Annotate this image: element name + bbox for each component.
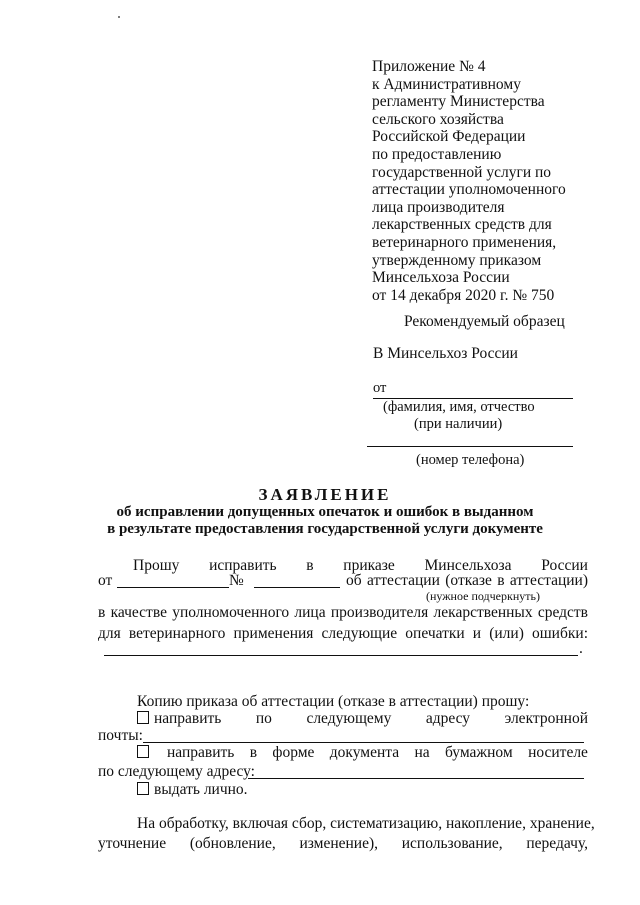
- word: на: [414, 744, 430, 761]
- option-paper-line: [137, 744, 588, 762]
- header-line: от 14 декабря 2020 г. № 750: [372, 286, 555, 304]
- word: бумажном: [445, 744, 513, 761]
- order-from-label: от: [98, 572, 113, 589]
- word: использование,: [401, 835, 503, 852]
- from-label: от: [373, 380, 387, 396]
- recommended-sample-label: Рекомендуемый образец: [404, 313, 565, 330]
- header-line: аттестации уполномоченного: [372, 181, 566, 199]
- header-line: по предоставлению: [372, 145, 502, 163]
- word: направить: [154, 710, 222, 727]
- word: России: [541, 557, 588, 574]
- word: передачу,: [526, 835, 588, 852]
- request-line-4: для ветеринарного применения следующие опечатки и (или) ошибки:: [98, 625, 588, 642]
- header-line: ветеринарного применения,: [372, 233, 557, 251]
- word: исправить: [209, 557, 277, 574]
- email-label: почты:: [98, 727, 143, 744]
- header-line: Российской Федерации: [372, 128, 526, 146]
- word: форме: [272, 744, 315, 761]
- phone-field[interactable]: [367, 446, 573, 447]
- word: адресу: [425, 710, 471, 727]
- word: электронной: [504, 710, 588, 727]
- errors-end: .: [579, 640, 583, 657]
- option-paper[interactable]: [137, 744, 234, 762]
- word: Прошу: [133, 557, 180, 574]
- recipient: В Минсельхоз России: [373, 345, 518, 362]
- option-in-person-label: выдать лично.: [154, 781, 248, 798]
- email-field[interactable]: [143, 742, 584, 743]
- word: (обновление,: [189, 835, 276, 852]
- word: направить: [167, 744, 235, 761]
- word: приказе: [343, 557, 395, 574]
- postal-address-field[interactable]: [248, 778, 584, 779]
- consent-line-2: [98, 835, 588, 853]
- word: в: [249, 744, 258, 761]
- word: документа: [329, 744, 400, 761]
- order-number-label: №: [229, 572, 244, 589]
- consent-line-1: На обработку, включая сбор, систематизацию, накопление, хранение,: [137, 815, 595, 832]
- checkbox-in-person[interactable]: [137, 782, 149, 795]
- errors-field[interactable]: [104, 655, 578, 656]
- order-type-text: об аттестации (отказе в аттестации): [346, 572, 588, 589]
- option-email[interactable]: [137, 710, 221, 728]
- phone-caption: (номер телефона): [416, 452, 525, 468]
- fio-caption: (фамилия, имя, отчество: [383, 399, 535, 415]
- header-line: государственной услуги по: [372, 163, 552, 181]
- postal-address-label: по следующему адресу:: [98, 763, 255, 780]
- checkbox-email[interactable]: [137, 711, 149, 724]
- header-line: лица производителя: [372, 198, 505, 216]
- header-line: утвержденному приказом: [372, 251, 542, 269]
- header-line: к Административному: [372, 75, 521, 93]
- document-subtitle-2: в результате предоставления государственной услуги документе: [107, 521, 543, 537]
- word: Минсельхоза: [424, 557, 512, 574]
- word: в: [306, 557, 314, 574]
- header-line: регламенту Министерства: [372, 93, 545, 111]
- word: изменение),: [299, 835, 379, 852]
- option-email-line: [137, 710, 588, 728]
- order-number-field[interactable]: [254, 587, 340, 588]
- request-line-3: в качестве уполномоченного лица производителя лекарственных средств: [98, 604, 588, 621]
- appendix-header: [372, 58, 607, 304]
- scan-speck: [118, 16, 120, 18]
- word: следующему: [306, 710, 392, 727]
- underline-note: (нужное подчеркнуть): [426, 589, 540, 603]
- fio-caption-2: (при наличии): [414, 416, 503, 432]
- order-date-field[interactable]: [117, 587, 229, 588]
- header-line: Приложение № 4: [372, 58, 486, 75]
- checkbox-paper[interactable]: [137, 745, 149, 758]
- document-title: ЗАЯВЛЕНИЕ: [258, 485, 392, 504]
- word: уточнение: [98, 835, 167, 852]
- document-subtitle-1: об исправлении допущенных опечаток и ошибок в выданном: [116, 504, 534, 520]
- header-line: Минсельхоза России: [372, 269, 510, 287]
- word: по: [255, 710, 272, 727]
- copy-request-intro: Копию приказа об аттестации (отказе в аттестации) прошу:: [137, 693, 530, 710]
- word: носителе: [528, 744, 588, 761]
- header-line: сельского хозяйства: [372, 110, 504, 128]
- header-line: лекарственных средств для: [372, 216, 552, 234]
- option-in-person[interactable]: [137, 781, 248, 799]
- applicant-name-field[interactable]: [373, 380, 573, 399]
